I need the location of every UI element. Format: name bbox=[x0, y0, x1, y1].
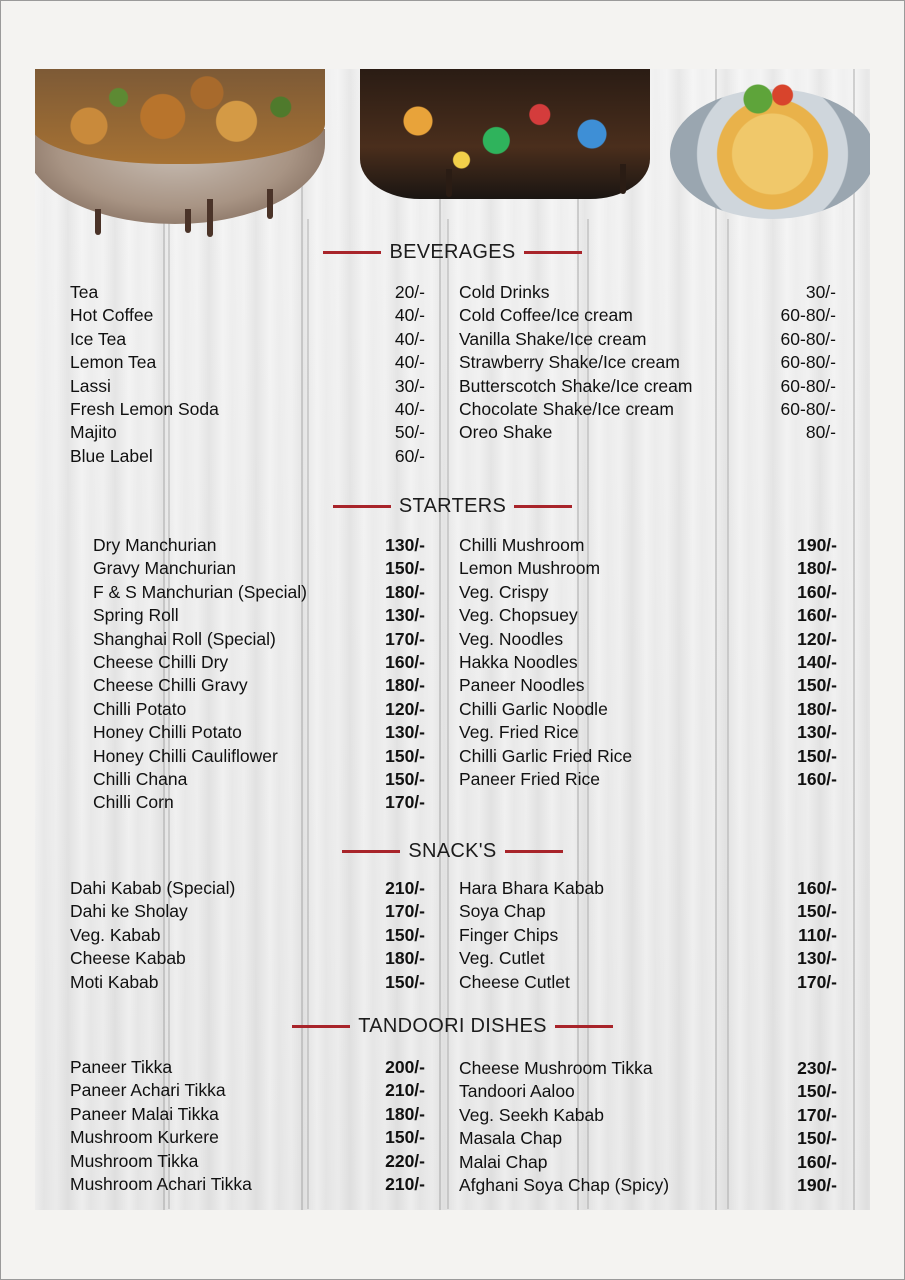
menu-item-price: 170/- bbox=[797, 1104, 837, 1125]
menu-item-name: F & S Manchurian (Special) bbox=[93, 581, 307, 602]
menu-item-name: Cheese Kabab bbox=[70, 948, 186, 969]
menu-item bbox=[459, 746, 837, 769]
menu-item bbox=[459, 1105, 837, 1128]
menu-item bbox=[70, 1104, 425, 1127]
menu-item bbox=[459, 901, 837, 924]
menu-item-name: Veg. Seekh Kabab bbox=[459, 1104, 604, 1125]
menu-item bbox=[459, 582, 837, 605]
menu-item bbox=[459, 699, 837, 722]
menu-item bbox=[70, 376, 425, 399]
menu-item bbox=[70, 1080, 425, 1103]
menu-item bbox=[70, 1174, 425, 1197]
menu-item-name: Dry Manchurian bbox=[93, 535, 217, 555]
menu-item-name: Veg. Crispy bbox=[459, 581, 549, 602]
menu-item-price: 140/- bbox=[797, 651, 837, 672]
menu-item-name: Chilli Garlic Noodle bbox=[459, 698, 608, 719]
menu-item-price: 120/- bbox=[385, 698, 425, 719]
menu-item-price: 130/- bbox=[797, 722, 837, 743]
menu-item bbox=[93, 675, 425, 698]
menu-item bbox=[459, 652, 837, 675]
menu-item bbox=[70, 1127, 425, 1150]
menu-item-price: 150/- bbox=[797, 675, 837, 696]
beverages-right-column bbox=[459, 282, 836, 446]
menu-item-price: 60-80/- bbox=[780, 398, 836, 419]
wood-plank-line bbox=[447, 219, 449, 1209]
menu-item bbox=[459, 399, 836, 422]
menu-item-name: Dahi ke Sholay bbox=[70, 901, 188, 922]
menu-item-price: 110/- bbox=[798, 924, 837, 945]
tandoori-right-column bbox=[459, 1058, 837, 1198]
menu-item-name: Paneer Achari Tikka bbox=[70, 1080, 226, 1101]
menu-item bbox=[93, 535, 425, 558]
menu-item-name: Honey Chilli Cauliflower bbox=[93, 745, 278, 766]
menu-item-price: 160/- bbox=[797, 581, 837, 602]
menu-item bbox=[70, 1057, 425, 1080]
menu-item bbox=[459, 769, 837, 792]
menu-item bbox=[93, 769, 425, 792]
menu-item-price: 170/- bbox=[797, 971, 837, 992]
menu-item-price: 180/- bbox=[797, 698, 837, 719]
menu-item-price: 170/- bbox=[385, 628, 425, 649]
menu-item bbox=[459, 282, 836, 305]
menu-item-price: 150/- bbox=[385, 768, 425, 789]
menu-item bbox=[459, 1175, 837, 1198]
menu-item-name: Strawberry Shake/Ice cream bbox=[459, 352, 680, 373]
menu-item-name: Hara Bhara Kabab bbox=[459, 878, 604, 898]
menu-item-price: 30/- bbox=[805, 282, 836, 302]
menu-item-price: 40/- bbox=[394, 352, 425, 373]
menu-item bbox=[459, 948, 837, 971]
menu-item bbox=[70, 282, 425, 305]
beverages-left-column bbox=[70, 282, 425, 469]
menu-item-price: 50/- bbox=[394, 422, 425, 443]
menu-item-name: Lemon Mushroom bbox=[459, 558, 601, 579]
menu-item-name: Majito bbox=[70, 422, 117, 443]
menu-item bbox=[459, 1152, 837, 1175]
menu-item bbox=[459, 629, 837, 652]
menu-item-price: 20/- bbox=[394, 282, 425, 302]
menu-item-name: Lassi bbox=[70, 375, 111, 396]
pasta-dish-image bbox=[670, 69, 870, 229]
menu-item-price: 170/- bbox=[385, 792, 425, 813]
menu-item bbox=[93, 652, 425, 675]
menu-item-price: 150/- bbox=[385, 971, 425, 992]
menu-item-price: 130/- bbox=[385, 722, 425, 743]
menu-card bbox=[35, 69, 870, 1210]
menu-item-name: Lemon Tea bbox=[70, 352, 157, 373]
menu-item bbox=[459, 329, 836, 352]
menu-item-name: Veg. Noodles bbox=[459, 628, 564, 649]
menu-item-price: 160/- bbox=[797, 768, 837, 789]
menu-item bbox=[459, 535, 837, 558]
menu-item-name: Cold Drinks bbox=[459, 282, 550, 302]
menu-item-price: 150/- bbox=[385, 1127, 425, 1148]
menu-item bbox=[459, 352, 836, 375]
menu-item bbox=[70, 399, 425, 422]
potato-dish-image bbox=[35, 69, 325, 237]
menu-item-price: 160/- bbox=[797, 605, 837, 626]
menu-item bbox=[93, 605, 425, 628]
menu-item-name: Dahi Kabab (Special) bbox=[70, 878, 236, 898]
menu-item-name: Finger Chips bbox=[459, 924, 559, 945]
menu-item-name: Masala Chap bbox=[459, 1128, 563, 1149]
menu-item-price: 30/- bbox=[394, 375, 425, 396]
menu-item bbox=[459, 605, 837, 628]
menu-item-price: 150/- bbox=[797, 1081, 837, 1102]
menu-item-price: 150/- bbox=[797, 1128, 837, 1149]
menu-item-name: Veg. Fried Rice bbox=[459, 722, 579, 743]
menu-item bbox=[70, 878, 425, 901]
menu-item-name: Spring Roll bbox=[93, 605, 179, 626]
menu-item bbox=[93, 582, 425, 605]
menu-item-name: Tea bbox=[70, 282, 99, 302]
menu-item-name: Veg. Chopsuey bbox=[459, 605, 578, 626]
menu-item-name: Chilli Potato bbox=[93, 698, 187, 719]
menu-item-price: 210/- bbox=[385, 878, 425, 898]
menu-item-name: Blue Label bbox=[70, 445, 153, 466]
menu-item-name: Chilli Garlic Fried Rice bbox=[459, 745, 633, 766]
menu-item-name: Malai Chap bbox=[459, 1151, 548, 1172]
menu-item bbox=[93, 629, 425, 652]
menu-item bbox=[70, 925, 425, 948]
menu-item bbox=[459, 1128, 837, 1151]
menu-item-name: Veg. Cutlet bbox=[459, 948, 545, 969]
starters-right-column bbox=[459, 535, 837, 792]
cocktails-image bbox=[360, 69, 650, 199]
menu-item-price: 150/- bbox=[385, 745, 425, 766]
menu-item bbox=[93, 699, 425, 722]
menu-item-price: 80/- bbox=[805, 422, 836, 443]
menu-item-name: Honey Chilli Potato bbox=[93, 722, 242, 743]
menu-item-price: 60-80/- bbox=[780, 375, 836, 396]
menu-item-price: 180/- bbox=[797, 558, 837, 579]
menu-item bbox=[70, 972, 425, 995]
section-title-starters: STARTERS bbox=[35, 495, 870, 518]
menu-item-price: 230/- bbox=[797, 1058, 837, 1078]
menu-item bbox=[70, 446, 425, 469]
menu-item-name: Vanilla Shake/Ice cream bbox=[459, 328, 647, 349]
menu-item-name: Soya Chap bbox=[459, 901, 546, 922]
menu-item-price: 60-80/- bbox=[780, 352, 836, 373]
menu-item-price: 210/- bbox=[385, 1080, 425, 1101]
menu-item bbox=[70, 329, 425, 352]
menu-item bbox=[70, 305, 425, 328]
menu-item-name: Mushroom Kurkere bbox=[70, 1127, 219, 1148]
menu-item-name: Chocolate Shake/Ice cream bbox=[459, 398, 674, 419]
menu-item-price: 40/- bbox=[394, 398, 425, 419]
menu-item-name: Hakka Noodles bbox=[459, 651, 578, 672]
menu-item-name: Chilli Chana bbox=[93, 768, 188, 789]
section-title-snacks: SNACK'S bbox=[35, 840, 870, 863]
menu-item-name: Paneer Fried Rice bbox=[459, 768, 601, 789]
menu-item-name: Mushroom Tikka bbox=[70, 1150, 199, 1171]
menu-item-name: Paneer Malai Tikka bbox=[70, 1103, 219, 1124]
menu-item-price: 130/- bbox=[385, 605, 425, 626]
menu-item-price: 150/- bbox=[385, 558, 425, 579]
menu-item-name: Moti Kabab bbox=[70, 971, 159, 992]
menu-item-price: 180/- bbox=[385, 675, 425, 696]
menu-item bbox=[459, 422, 836, 445]
starters-left-column bbox=[93, 535, 425, 816]
menu-item-name: Cheese Chilli Gravy bbox=[93, 675, 248, 696]
menu-item bbox=[459, 878, 837, 901]
menu-item-name: Chilli Corn bbox=[93, 792, 174, 813]
menu-item bbox=[93, 558, 425, 581]
menu-item-name: Oreo Shake bbox=[459, 422, 553, 443]
menu-item-price: 210/- bbox=[385, 1173, 425, 1194]
menu-item bbox=[70, 422, 425, 445]
menu-item-name: Cold Coffee/Ice cream bbox=[459, 305, 633, 326]
menu-item-name: Cheese Chilli Dry bbox=[93, 651, 229, 672]
menu-item-name: Paneer Tikka bbox=[70, 1057, 173, 1077]
menu-item-price: 120/- bbox=[797, 628, 837, 649]
menu-item-price: 40/- bbox=[394, 305, 425, 326]
menu-item-price: 60/- bbox=[394, 445, 425, 466]
menu-item-price: 220/- bbox=[385, 1150, 425, 1171]
menu-item-name: Shanghai Roll (Special) bbox=[93, 628, 276, 649]
tandoori-left-column bbox=[70, 1057, 425, 1197]
menu-item bbox=[93, 746, 425, 769]
menu-item bbox=[70, 948, 425, 971]
section-title-beverages: BEVERAGES bbox=[35, 241, 870, 264]
menu-item-name: Fresh Lemon Soda bbox=[70, 398, 219, 419]
menu-item bbox=[70, 352, 425, 375]
menu-item-price: 150/- bbox=[797, 745, 837, 766]
menu-item-price: 60-80/- bbox=[780, 305, 836, 326]
menu-item-name: Ice Tea bbox=[70, 328, 127, 349]
snacks-right-column bbox=[459, 878, 837, 995]
menu-item bbox=[459, 925, 837, 948]
menu-item-price: 190/- bbox=[797, 535, 837, 555]
menu-item-name: Veg. Kabab bbox=[70, 924, 161, 945]
menu-item-price: 130/- bbox=[385, 535, 425, 555]
snacks-left-column bbox=[70, 878, 425, 995]
menu-item-name: Afghani Soya Chap (Spicy) bbox=[459, 1174, 670, 1195]
menu-item-price: 150/- bbox=[797, 901, 837, 922]
menu-item-price: 180/- bbox=[385, 948, 425, 969]
menu-item-price: 190/- bbox=[797, 1174, 837, 1195]
menu-item-name: Tandoori Aaloo bbox=[459, 1081, 575, 1102]
menu-item-name: Cheese Mushroom Tikka bbox=[459, 1058, 653, 1078]
menu-item-name: Hot Coffee bbox=[70, 305, 154, 326]
menu-item bbox=[70, 1151, 425, 1174]
menu-item-price: 160/- bbox=[385, 651, 425, 672]
menu-item-price: 130/- bbox=[797, 948, 837, 969]
menu-item bbox=[459, 972, 837, 995]
menu-item bbox=[93, 792, 425, 815]
menu-item-name: Gravy Manchurian bbox=[93, 558, 236, 579]
menu-item-price: 150/- bbox=[385, 924, 425, 945]
menu-item bbox=[459, 675, 837, 698]
menu-item-name: Mushroom Achari Tikka bbox=[70, 1173, 252, 1194]
menu-item bbox=[459, 376, 836, 399]
menu-item bbox=[70, 901, 425, 924]
menu-item-price: 160/- bbox=[797, 878, 837, 898]
menu-item-name: Cheese Cutlet bbox=[459, 971, 570, 992]
menu-item-price: 160/- bbox=[797, 1151, 837, 1172]
menu-item bbox=[459, 305, 836, 328]
menu-item-price: 60-80/- bbox=[780, 328, 836, 349]
menu-item-price: 180/- bbox=[385, 581, 425, 602]
menu-item-price: 180/- bbox=[385, 1103, 425, 1124]
menu-item bbox=[459, 1081, 837, 1104]
menu-item-price: 200/- bbox=[385, 1057, 425, 1077]
menu-item-name: Paneer Noodles bbox=[459, 675, 585, 696]
menu-item bbox=[459, 722, 837, 745]
menu-item-price: 40/- bbox=[394, 328, 425, 349]
menu-item-price: 170/- bbox=[385, 901, 425, 922]
menu-item-name: Butterscotch Shake/Ice cream bbox=[459, 375, 693, 396]
section-title-tandoori: TANDOORI DISHES bbox=[35, 1015, 870, 1038]
menu-item bbox=[459, 1058, 837, 1081]
menu-item bbox=[93, 722, 425, 745]
menu-item-name: Chilli Mushroom bbox=[459, 535, 585, 555]
menu-item bbox=[459, 558, 837, 581]
